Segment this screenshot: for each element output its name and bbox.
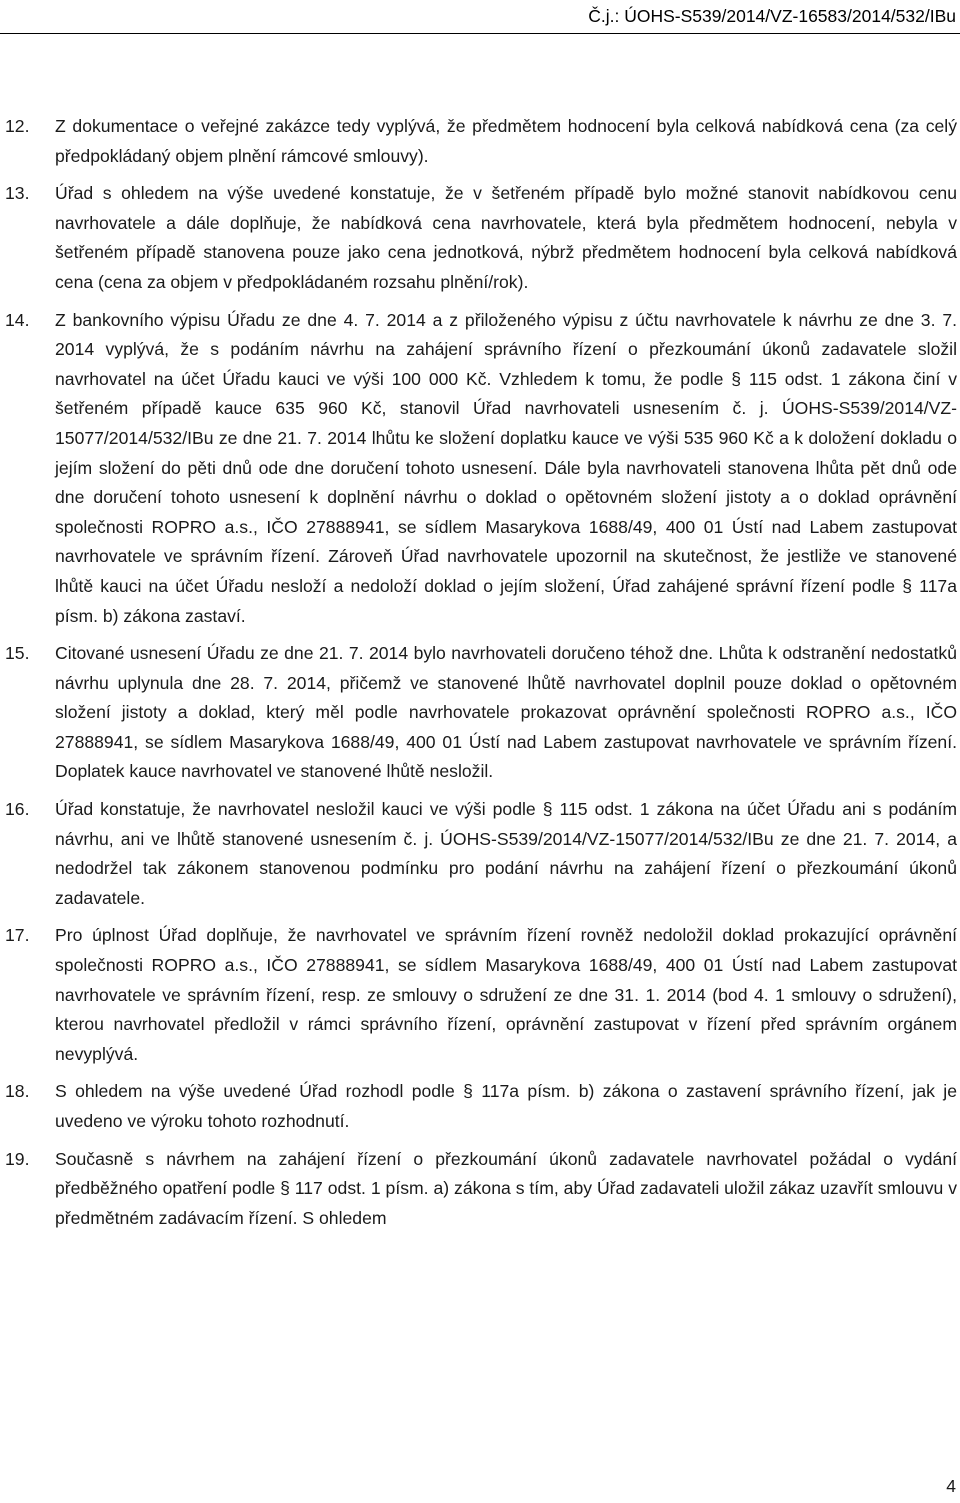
paragraph-text: Citované usnesení Úřadu ze dne 21. 7. 2014 bylo navrhovateli doručeno téhož dne. Lhůta k odstranění nedostatků návrhu uplynula dne 28. 7. 2014, přičemž ve stanovené lhůtě navrhovatel doplnil pouze doklad o opětovném složení jistoty a doklad, který měl podle navrhovatele prokazovat oprávnění společnosti ROPRO a.s., IČO 27888941, se sídlem Masarykova 1688/49, 400 01 Ústí nad Labem zastupovat navrhovatele ve správním řízení. Doplatek kauce navrhovatel ve stanovené lhůtě nesložil.: [55, 643, 957, 782]
paragraph-text: Pro úplnost Úřad doplňuje, že navrhovatel ve správním řízení rovněž nedoložil doklad prokazující oprávnění společnosti ROPRO a.s., IČO 27888941, se sídlem Masarykova 1688/49, 400 01 Ústí nad Labem zastupovat navrhovatele ve správním řízení, resp. ze smlouvy o sdružení ze dne 31. 1. 2014 (bod 4. 1 smlouvy o sdružení), kterou navrhovatel předložil v rámci správního řízení, oprávnění zastupovat v řízení před správním orgánem nevyplývá.: [55, 925, 957, 1064]
paragraph-number: 17.: [5, 925, 30, 946]
paragraph-text: Z dokumentace o veřejné zakázce tedy vyplývá, že předmětem hodnocení byla celková nabídková cena (za celý předpokládaný objem plnění rámcové smlouvy).: [55, 116, 957, 166]
paragraph-number: 18.: [5, 1081, 30, 1102]
paragraph-18: [0, 1077, 960, 1136]
paragraph-17: [0, 921, 960, 1069]
page-number: 4: [946, 1476, 956, 1496]
document-body: [0, 112, 960, 1241]
paragraph-text: Současně s návrhem na zahájení řízení o přezkoumání úkonů zadavatele navrhovatel požádal o vydání předběžného opatření podle § 117 odst. 1 písm. a) zákona s tím, aby Úřad zadavateli uložil zákaz uzavřít smlouvu v předmětném zadávacím řízení. S ohledem: [55, 1148, 957, 1228]
paragraph-13: [0, 179, 960, 297]
paragraph-number: 19.: [5, 1148, 30, 1169]
paragraph-16: [0, 795, 960, 913]
paragraph-number: 15.: [5, 643, 30, 664]
paragraph-text: Úřad s ohledem na výše uvedené konstatuje, že v šetřeném případě bylo možné stanovit nabídkovou cenu navrhovatele a dále doplňuje, že nabídková cena navrhovatele, která byla předmětem hodnocení, nebyla v šetřeném případě stanovena pouze jako cena jednotková, nýbrž předmětem hodnocení byla celková nabídková cena (cena za objem v předpokládaném rozsahu plnění/rok).: [55, 183, 957, 292]
paragraph-number: 12.: [5, 116, 30, 136]
paragraph-number: 14.: [5, 309, 30, 330]
document-reference: Č.j.: ÚOHS-S539/2014/VZ-16583/2014/532/IBu: [588, 6, 956, 26]
paragraph-number: 13.: [5, 183, 30, 204]
header-divider: [0, 33, 960, 34]
paragraph-14: [0, 306, 960, 632]
paragraph-15: [0, 639, 960, 787]
paragraph-text: Úřad konstatuje, že navrhovatel nesložil kauci ve výši podle § 115 odst. 1 zákona na účet Úřadu ani s podáním návrhu, ani ve lhůtě stanovené usnesením č. j. ÚOHS-S539/2014/VZ-15077/2014/532/IBu ze dne 21. 7. 2014, a nedodržel tak zákonem stanovenou podmínku pro podání návrhu na zahájení řízení o přezkoumání úkonů zadavatele.: [55, 799, 957, 908]
paragraph-12: [0, 112, 960, 171]
paragraph-text: S ohledem na výše uvedené Úřad rozhodl podle § 117a písm. b) zákona o zastavení správního řízení, jak je uvedeno ve výroku tohoto rozhodnutí.: [55, 1081, 957, 1131]
paragraph-text: Z bankovního výpisu Úřadu ze dne 4. 7. 2014 a z přiloženého výpisu z účtu navrhovatele k návrhu ze dne 3. 7. 2014 vyplývá, že s podáním návrhu na zahájení správního řízení o přezkoumání úkonů zadavatele složil navrhovatel na účet Úřadu kauci ve výši 100 000 Kč. Vzhledem k tomu, že podle § 115 odst. 1 zákona činí v šetřeném případě kauce 635 960 Kč, stanovil Úřad navrhovateli usnesením č. j. ÚOHS-S539/2014/VZ-15077/2014/532/IBu ze dne 21. 7. 2014 lhůtu ke složení doplatku kauce ve výši 535 960 Kč a k doložení dokladu o jejím složení do pěti dnů ode dne doručení tohoto usnesení. Dále byla navrhovateli stanovena lhůta pět dnů ode dne doručení tohoto usnesení k doplnění návrhu o doklad o opětovném složení jistoty a o doklad oprávnění společnosti ROPRO a.s., IČO 27888941, se sídlem Masarykova 1688/49, 400 01 Ústí nad Labem zastupovat navrhovatele ve správním řízení. Zároveň Úřad navrhovatele upozornil na skutečnost, že jestliže ve stanovené lhůtě kauci na účet Úřadu nesloží a nedoloží doklad o jejím složení, Úřad zahájené správní řízení podle § 117a písm. b) zákona zastaví.: [55, 309, 957, 626]
paragraph-19: [0, 1145, 960, 1234]
paragraph-number: 16.: [5, 799, 30, 820]
